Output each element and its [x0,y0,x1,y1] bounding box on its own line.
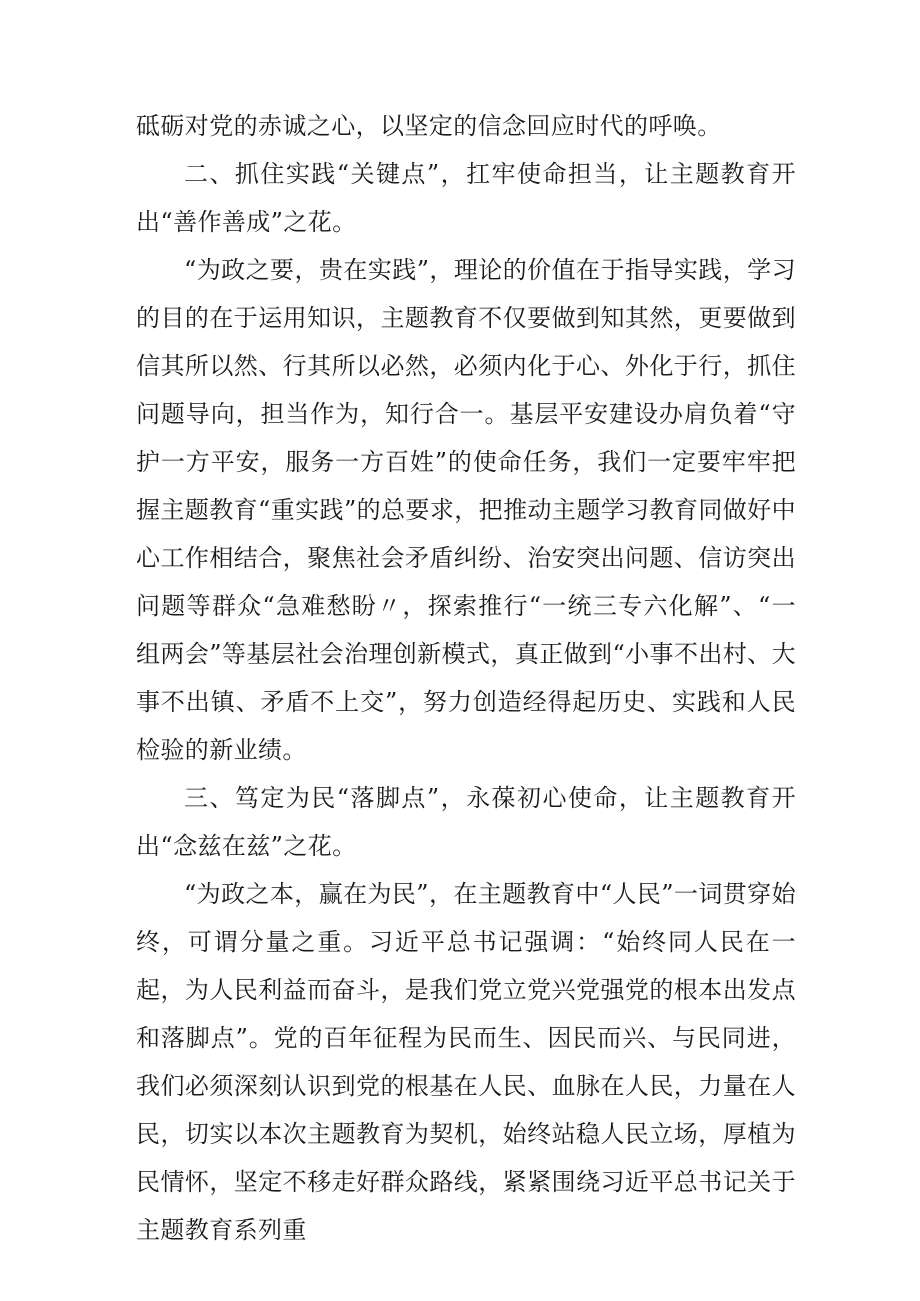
section-heading-two: 二、抓住实践“关键点”，扛牢使命担当，让主题教育开出“善作善成”之花。 [136,160,796,236]
document-body [136,102,796,1254]
body-paragraph-people: “为政之本，赢在为民”，在主题教育中“人民”一词贯穿始终，可谓分量之重。习近平总书记强调：“始终同人民在一起，为人民利益而奋斗，是我们党立党兴党强党的根本出发点和落脚点”。党的百年征程为民而生、因民而兴、与民同进，我们必须深刻认识到党的根基在人民、血脉在人民，力量在人民，切实以本次主题教育为契机，始终站稳人民立场，厚植为民情怀，坚定不移走好群众路线，紧紧围绕习近平总书记关于主题教育系列重 [136,880,796,1244]
body-paragraph-practice: “为政之要，贵在实践”，理论的价值在于指导实践，学习的目的在于运用知识，主题教育不仅要做到知其然，更要做到信其所以然、行其所以必然，必须内化于心、外化于行，抓住问题导向，担当作为，知行合一。基层平安建设办肩负着“守护一方平安，服务一方百姓”的使命任务，我们一定要牢牢把握主题教育“重实践”的总要求，把推动主题学习教育同做好中心工作相结合，聚焦社会矛盾纠纷、治安突出问题、信访突出问题等群众“急难愁盼〃，探索推行“一统三专六化解”、“一组两会”等基层社会治理创新模式，真正做到“小事不出村、大事不出镇、矛盾不上交”，努力创造经得起历史、实践和人民检验的新业绩。 [136,256,796,764]
continuation-paragraph: 砥砺对党的赤诚之心，以坚定的信念回应时代的呼唤。 [136,112,722,140]
section-heading-three: 三、笃定为民“落脚点”，永葆初心使命，让主题教育开出“念兹在兹”之花。 [136,784,796,860]
